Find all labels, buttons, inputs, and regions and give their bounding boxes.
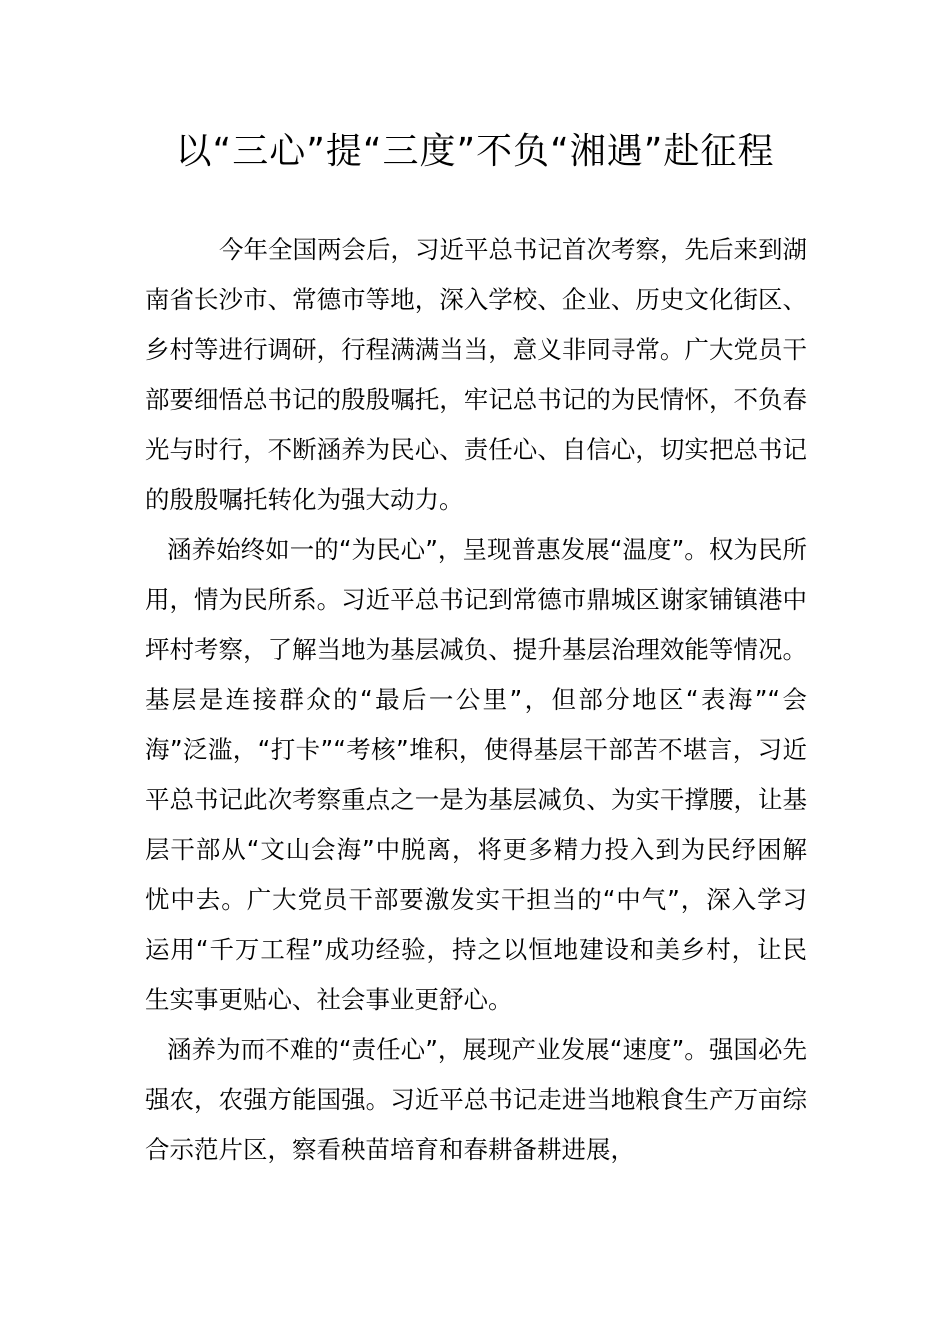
paragraph-intro: 今年全国两会后，习近平总书记首次考察，先后来到湖南省长沙市、常德市等地，深入学校、企业、历史文化街区、乡村等进行调研，行程满满当当，意义非同寻常。广大党员干部要细悟总书记的殷殷嘱托，牢记总书记的为民情怀，不负春光与时行，不断涵养为民心、责任心、自信心，切实把总书记的殷殷嘱托转化为强大动力。 — [145, 235, 807, 514]
document-body — [145, 225, 807, 1175]
paragraph-responsibility: 涵养为而不难的“责任心”，展现产业发展“速度”。强国必先强农，农强方能国强。习近平总书记走进当地粮食生产万亩综合示范片区，察看秧苗培育和春耕备耕进展， — [145, 1035, 807, 1164]
document-title: 以“三心”提“三度”不负“湘遇”赴征程 — [175, 131, 775, 172]
paragraph-people-heart: 涵养始终如一的“为民心”，呈现普惠发展“温度”。权为民所用，情为民所系。习近平总书记到常德市鼎城区谢家铺镇港中坪村考察，了解当地为基层减负、提升基层治理效能等情况。基层是连接群众的“最后一公里”，但部分地区“表海”“会海”泛滥，“打卡”“考核”堆积，使得基层干部苦不堪言，习近平总书记此次考察重点之一是为基层减负、为实干撑腰，让基层干部从“文山会海”中脱离，将更多精力投入到为民纾困解忧中去。广大党员干部要激发实干担当的“中气”，深入学习运用“千万工程”成功经验，持之以恒地建设和美乡村，让民生实事更贴心、社会事业更舒心。 — [145, 535, 807, 1014]
